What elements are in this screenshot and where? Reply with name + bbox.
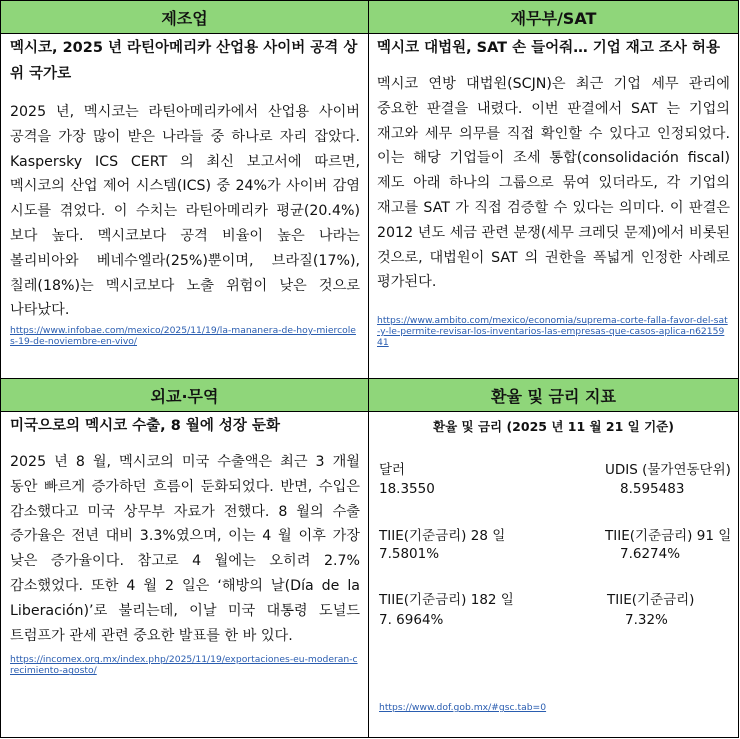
tiie91-value: 7.6274%: [620, 546, 681, 562]
trade-body: 2025 년 8 월, 멕시코의 미국 수출액은 최근 3 개월 동안 빠르게 증가하던 흐름이 둔화되었다. 반면, 수입은 감소했다고 미국 상무부 자료가 전했다. 8 월의 수출 증가율은 전년 대비 3.3%였으며, 이는 4 월 이후 가장 낮은 증가율이다. 참고로 4 월에는 오히려 2.7% 감소했었다. 또한 4 월 2 일은 ‘해방의 날(Día de la Liberación)’로 불리는데, 이날 미국 대통령 도널드 트럼프가 관세 관련 중요한 발표를 한 바 있다.: [10, 454, 360, 644]
header-diplomacy-trade: [1, 379, 368, 411]
tiie28-label: TIIE(기준금리) 28 일: [379, 528, 506, 544]
tiie182-value: 7. 6964%: [379, 612, 444, 628]
manufacturing-article: [10, 35, 360, 347]
tiie28-value: 7.5801%: [379, 546, 440, 562]
udis-label: UDIS (물가연동단위): [605, 462, 731, 478]
trade-source-link[interactable]: https://incomex.org.mx/index.php/2025/11/19/exportaciones-eu-moderan-crecimiento-agosto/: [10, 654, 358, 677]
fx-subtitle: 환율 및 금리 (2025 년 11 월 21 일 기준): [433, 419, 674, 434]
manufacturing-body: 2025 년, 멕시코는 라틴아메리카에서 산업용 사이버 공격을 가장 많이 받은 나라들 중 하나로 자리 잡았다. Kaspersky ICS CERT 의 최신 보고서에 따르면, 멕시코의 산업 제어 시스템(ICS) 중 24%가 사이버 감염 시도를 겪었다. 이 수치는 라틴아메리카 평균(20.4%)보다 높다. 멕시코보다 공격 비율이 높은 나라는 볼리비아와 베네수엘라(25%)뿐이며, 브라질(17%), 칠레(18%)는 멕시코보다 노출 위험이 낮은 것으로 나타났다.: [10, 104, 360, 319]
finance-sat-body: 멕시코 연방 대법원(SCJN)은 최근 기업 세무 관리에 중요한 판결을 내렸다. 이번 판결에서 SAT 는 기업의 재고와 세무 의무를 직접 확인할 수 있다고 인정되었다. 이는 해당 기업들이 조세 통합(consolidación fiscal) 제도 아래 하나의 그룹으로 묶여 있더라도, 각 기업의 재고를 SAT 가 직접 검증할 수 있다는 의미다. 이 판결은 2012 년도 세금 관련 분쟁(세무 크레딧 문제)에서 비롯된 것으로, 대법원이 SAT 의 권한을 폭넓게 인정한 사례로 평가된다.: [377, 76, 730, 291]
usd-value: 18.3550: [379, 481, 435, 497]
tiie91-label: TIIE(기준금리) 91 일: [605, 528, 732, 544]
finance-sat-source-link[interactable]: https://www.ambito.com/mexico/economia/suprema-corte-falla-favor-del-sat-y-le-permite-revisar-los-inventarios-las-empresas-que-casos-aplica-n6215941: [377, 315, 728, 349]
tiie-value: 7.32%: [625, 612, 668, 628]
finance-sat-title: 멕시코 대법원, SAT 손 들어줘… 기업 재고 조사 허용: [377, 40, 720, 56]
fx-source-link[interactable]: https://www.dof.gob.mx/#gsc.tab=0: [379, 702, 547, 713]
header-fx-rates: [369, 379, 738, 411]
tiie182-label: TIIE(기준금리) 182 일: [379, 592, 514, 608]
finance-sat-article: [377, 35, 730, 348]
udis-value: 8.595483: [620, 481, 685, 497]
manufacturing-title: 멕시코, 2025 년 라틴아메리카 산업용 사이버 공격 상위 국가로: [10, 40, 358, 82]
manufacturing-source-link[interactable]: https://www.infobae.com/mexico/2025/11/19/la-mananera-de-hoy-miercoles-19-de-noviembre-en-vivo/: [10, 325, 356, 348]
header-finance-sat-label: 재무부/SAT: [510, 8, 597, 28]
trade-title: 미국으로의 멕시코 수출, 8 월에 성장 둔화: [10, 418, 280, 434]
trade-article: [10, 413, 360, 676]
header-fx-rates-label: 환율 및 금리 지표: [491, 386, 616, 406]
usd-label: 달러: [379, 462, 406, 478]
header-manufacturing: [1, 1, 368, 33]
header-diplomacy-trade-label: 외교·무역: [150, 386, 219, 406]
header-finance-sat: [369, 1, 738, 33]
fx-rates-panel: [369, 411, 738, 737]
row-divider-top: [0, 33, 739, 34]
tiie-label: TIIE(기준금리): [607, 592, 695, 608]
header-manufacturing-label: 제조업: [161, 8, 208, 28]
